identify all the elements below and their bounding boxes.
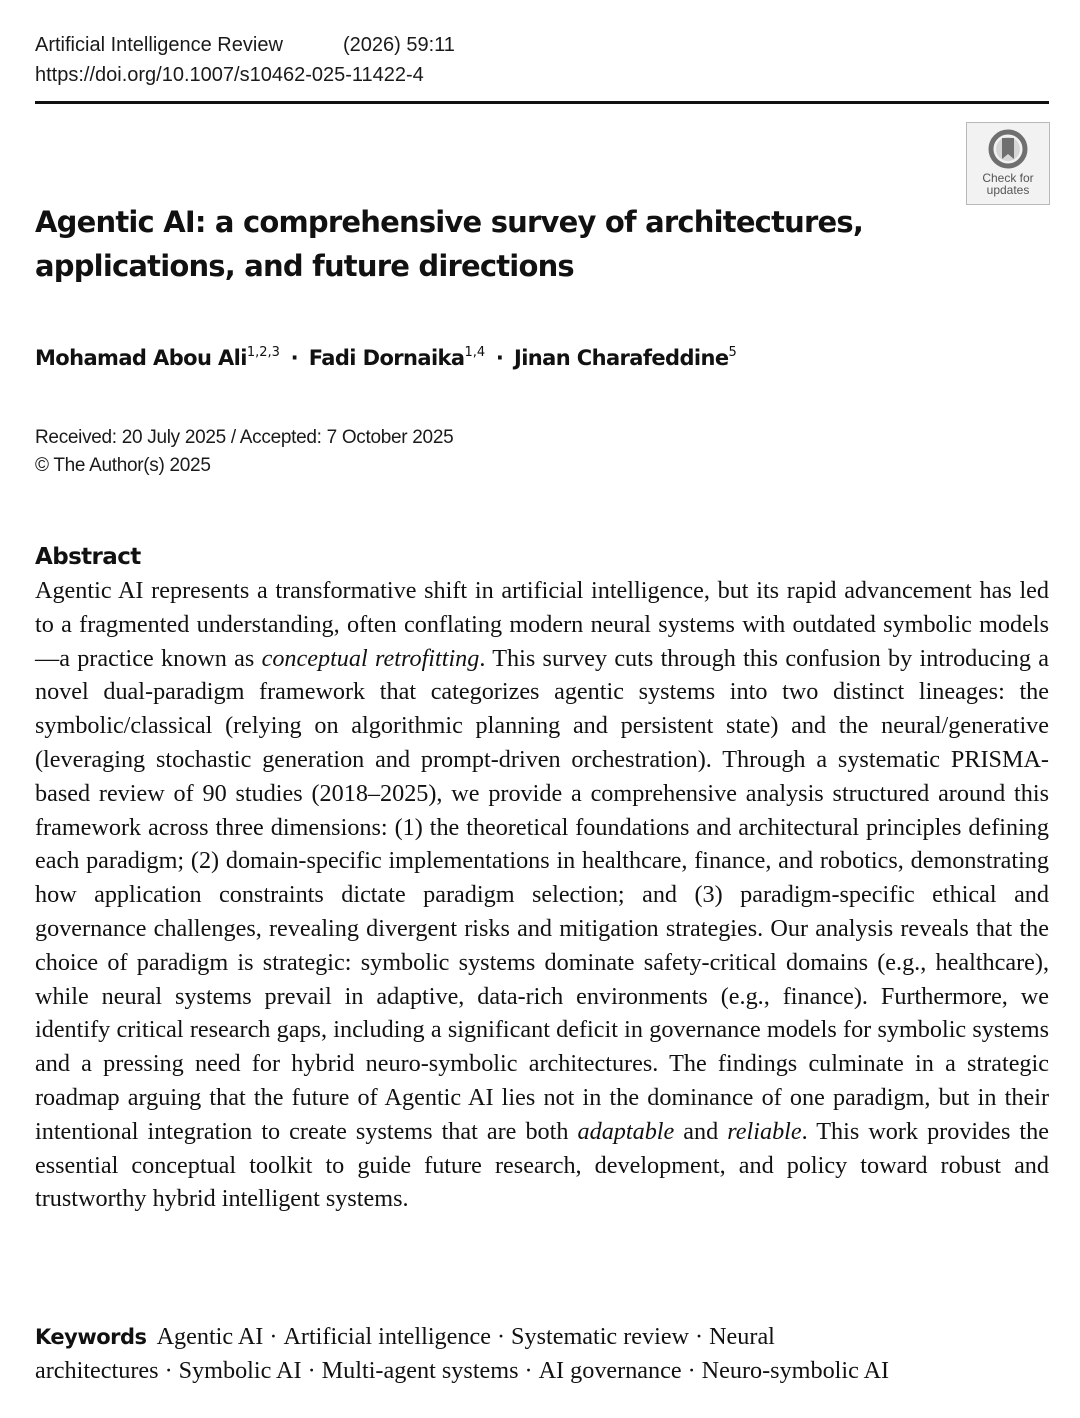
keywords-section xyxy=(35,1320,1049,1388)
journal-header xyxy=(35,30,455,90)
keyword: Artificial intelligence xyxy=(283,1323,491,1350)
author-name[interactable]: Mohamad Abou Ali xyxy=(35,346,247,370)
author-separator: · xyxy=(495,346,504,370)
received-accepted: Received: 20 July 2025 / Accepted: 7 October 2025 xyxy=(35,427,454,448)
journal-name: Artificial Intelligence Review xyxy=(35,34,283,56)
keyword: Neural xyxy=(709,1323,775,1350)
keywords-line-2: architectures · Symbolic AI · Multi-agent systems · AI governance · Neuro-symbolic AI xyxy=(35,1357,890,1384)
abstract-text: Agentic AI represents a transformative shift in artificial intelligence, but its rapid advancement has led to a fragmented understanding, often conflating modern neural systems with outdated symbolic models—a practice known as conceptual retrofitting. This survey cuts through this confusion by introducing a novel dual-paradigm framework that categorizes agentic systems into two distinct lineages: the symbolic/classical (relying on algorithmic planning and persistent state) and the neural/generative (leveraging stochastic generation and prompt-driven orchestration). Through a systematic PRISMA-based review of 90 studies (2018–2025), we provide a comprehensive analysis structured around this framework across three dimensions: (1) the theoretical foundations and architectural principles defining each paradigm; (2) domain-specific implementations in healthcare, finance, and robotics, demonstrating how application constraints dictate paradigm selection; and (3) paradigm-specific ethical and governance challenges, revealing divergent risks and mitigation strategies. Our analysis reveals that the choice of paradigm is strategic: symbolic systems dominate safety-critical domains (e.g., healthcare), while neural systems prevail in adaptive, data-rich environments (e.g., finance). Furthermore, we identify critical research gaps, including a significant deficit in governance models for symbolic systems and a pressing need for hybrid neuro-symbolic architectures. The findings culminate in a strategic roadmap arguing that the future of Agentic AI lies not in the dominance of one paradigm, but in their intentional integration to create systems that are both adaptable and reliable. This work provides the essential conceptual toolkit to guide future research, development, and policy toward robust and trustworthy hybrid intelligent systems. xyxy=(35,577,1050,1213)
header-rule xyxy=(35,101,1049,104)
citation: (2026) 59:11 xyxy=(343,34,455,56)
doi-link[interactable]: https://doi.org/10.1007/s10462-025-11422-4 xyxy=(35,64,424,86)
author-affiliation: 1,4 xyxy=(464,345,486,360)
keyword: AI governance xyxy=(538,1357,682,1384)
author-separator: · xyxy=(290,346,299,370)
copyright: © The Author(s) 2025 xyxy=(35,455,211,476)
author-list xyxy=(35,335,737,376)
publication-dates xyxy=(35,424,453,480)
keywords-label: Keywords xyxy=(35,1325,147,1349)
author-affiliation: 1,2,3 xyxy=(246,345,280,360)
author-name[interactable]: Jinan Charafeddine xyxy=(514,346,729,370)
article-title: Agentic AI: a comprehensive survey of architectures, applications, and future directions xyxy=(35,205,864,283)
keyword: Agentic AI xyxy=(156,1323,264,1350)
author-name[interactable]: Fadi Dornaika xyxy=(308,346,465,370)
author-affiliation: 5 xyxy=(728,345,737,360)
keyword: Multi-agent systems xyxy=(321,1357,519,1384)
keyword: Symbolic AI xyxy=(178,1357,302,1384)
check-for-updates-label: Check for updates xyxy=(982,171,1034,197)
keyword: Systematic review xyxy=(511,1323,690,1350)
check-for-updates-icon xyxy=(988,129,1028,169)
abstract-heading: Abstract xyxy=(35,544,141,570)
check-for-updates-badge[interactable] xyxy=(966,122,1050,205)
keywords-line-1: Keywords Agentic AI · Artificial intelligence · Systematic review · Neural xyxy=(35,1323,775,1350)
keyword: Neuro-symbolic AI xyxy=(701,1357,890,1384)
keyword: architectures xyxy=(35,1357,159,1384)
